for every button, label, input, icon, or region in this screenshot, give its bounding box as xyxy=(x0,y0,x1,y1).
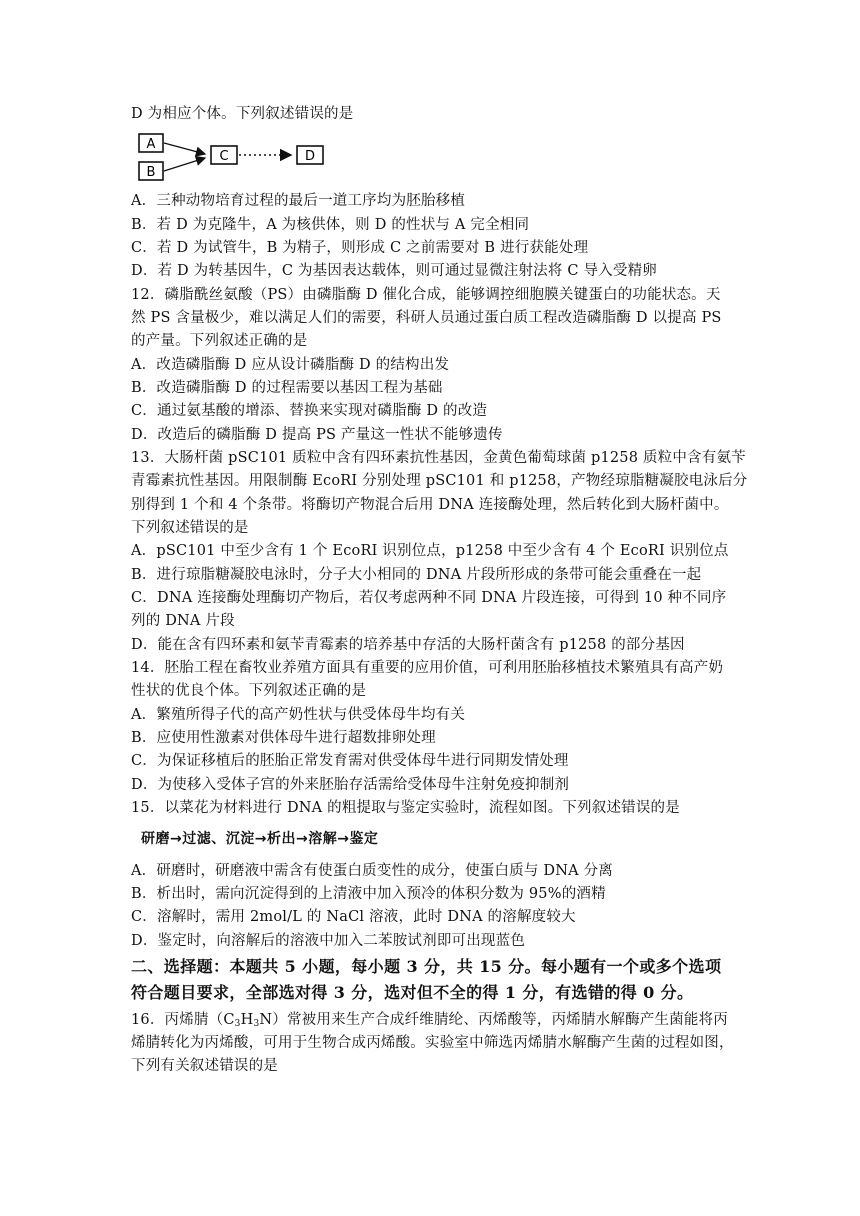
text-line: 然 PS 含量极少，难以满足人们的需要，科研人员通过蛋白质工程改造磷脂酶 D 以提高 PS xyxy=(131,310,722,326)
flow-step: 鉴定 xyxy=(349,831,379,847)
text-line: B．进行琼脂糖凝胶电泳时，分子大小相同的 DNA 片段所形成的条带可能会重叠在一起 xyxy=(131,567,702,583)
text-line: D．能在含有四环素和氨苄青霉素的培养基中存活的大肠杆菌含有 p1258 的部分基因 xyxy=(131,637,685,653)
text-line: 青霉素抗性基因。用限制酶 EcoRI 分别处理 pSC101 和 p1258，产物经琼脂糖凝胶电泳后分 xyxy=(131,473,748,489)
flow-step: 研磨 xyxy=(141,831,170,847)
text-line: 12．磷脂酰丝氨酸（PS）由磷脂酶 D 催化合成，能够调控细胞膜关键蛋白的功能状态。天 xyxy=(131,287,721,303)
box-b-label: B xyxy=(146,165,156,180)
text-line: C．若 D 为试管牛，B 为精子，则形成 C 之前需要对 B 进行获能处理 xyxy=(131,240,589,256)
arrow-right-icon: → xyxy=(295,831,309,847)
text-line: D．为使移入受体子宫的外来胚胎存活需给受体母牛注射免疫抑制剂 xyxy=(131,777,570,793)
text-line: 下列有关叙述错误的是 xyxy=(131,1058,278,1074)
text-line: 16．丙烯腈$(C_3H_3N)$常被用来生产合成纤维腈纶、丙烯酸等，丙烯腈水解酶产生菌能将丙 xyxy=(131,1012,728,1029)
text-line: 下列叙述错误的是 xyxy=(131,520,249,536)
text-line: A．pSC101 中至少含有 1 个 EcoRI 识别位点，p1258 中至少含有 4 个 EcoRI 识别位点 xyxy=(131,543,729,559)
text-line: D．改造后的磷脂酶 D 提高 PS 产量这一性状不能够遗传 xyxy=(131,427,503,443)
text-line: 别得到 1 个和 4 个条带。将酶切产物混合后用 DNA 连接酶处理，然后转化到大肠杆菌中。 xyxy=(131,497,729,513)
flow-step: 溶解 xyxy=(308,831,338,847)
text-line: C．溶解时，需用 2mol/L 的 NaCl 溶液，此时 DNA 的溶解度较大 xyxy=(131,909,576,925)
breeding-diagram xyxy=(131,128,331,184)
text-line: D．若 D 为转基因牛，C 为基因表达载体，则可通过显微注射法将 C 导入受精卵 xyxy=(131,263,657,279)
box-a-label: A xyxy=(146,137,156,152)
arrow-right-icon: → xyxy=(254,831,267,847)
text-line: C．DNA 连接酶处理酶切产物后，若仅考虑两种不同 DNA 片段连接，可得到 10 种不同序 xyxy=(131,590,727,606)
text-line: B．析出时，需向沉淀得到的上清液中加入预冷的体积分数为 95%的酒精 xyxy=(131,886,606,902)
text-line: C．通过氨基酸的增添、替换来实现对磷脂酶 D 的改造 xyxy=(131,403,488,419)
flow-step: 析出 xyxy=(266,831,296,847)
arrow-a-to-c xyxy=(164,143,205,154)
section-heading: 二、选择题：本题共 5 小题，每小题 3 分，共 15 分。每小题有一个或多个选项 xyxy=(131,957,722,976)
flow-step: 过滤、沉淀 xyxy=(182,831,255,847)
text-line: 烯腈转化为丙烯酸，可用于生物合成丙烯酸。实验室中筛选丙烯腈水解酶产生菌的过程如图， xyxy=(131,1035,734,1051)
text-line: B．应使用性激素对供体母牛进行超数排卵处理 xyxy=(131,730,436,746)
text-line: 15．以菜花为材料进行 DNA 的粗提取与鉴定实验时，流程如图。下列叙述错误的是 xyxy=(131,800,680,816)
arrow-right-icon: → xyxy=(337,831,350,847)
section-heading: 符合题目要求，全部选对得 3 分，选对但不全的得 1 分，有选错的得 0 分。 xyxy=(131,983,694,1002)
text-line: A．繁殖所得子代的高产奶性状与供受体母牛均有关 xyxy=(131,707,466,723)
text-line: C．为保证移植后的胚胎正常发育需对供受体母牛进行同期发情处理 xyxy=(131,753,569,769)
text-line: D．鉴定时，向溶解后的溶液中加入二苯胺试剂即可出现蓝色 xyxy=(131,933,526,949)
dna-extraction-flow xyxy=(141,828,378,848)
text-line: B．改造磷脂酶 D 的过程需要以基因工程为基础 xyxy=(131,380,443,396)
text-line: A．三种动物培育过程的最后一道工序均为胚胎移植 xyxy=(131,193,466,209)
text-line: 的产量。下列叙述正确的是 xyxy=(131,333,308,349)
arrow-b-to-c xyxy=(164,158,205,171)
text-line: 14．胚胎工程在畜牧业养殖方面具有重要的应用价值，可利用胚胎移植技术繁殖具有高产奶 xyxy=(131,660,724,676)
box-c-label: C xyxy=(219,149,229,164)
text-line: A．研磨时，研磨液中需含有使蛋白质变性的成分，使蛋白质与 DNA 分离 xyxy=(131,863,613,879)
text-line: 13．大肠杆菌 pSC101 质粒中含有四环素抗性基因，金黄色葡萄球菌 p1258 质粒中含有氨苄 xyxy=(131,450,746,466)
text-line: B．若 D 为克隆牛，A 为核供体，则 D 的性状与 A 完全相同 xyxy=(131,217,530,233)
arrow-right-icon: → xyxy=(170,831,183,847)
text-line: D 为相应个体。下列叙述错误的是 xyxy=(131,106,354,122)
text-line: A．改造磷脂酶 D 应从设计磷脂酶 D 的结构出发 xyxy=(131,357,450,373)
text-line: 性状的优良个体。下列叙述正确的是 xyxy=(131,683,367,699)
text-line: 列的 DNA 片段 xyxy=(131,613,235,629)
box-d-label: D xyxy=(304,149,316,164)
